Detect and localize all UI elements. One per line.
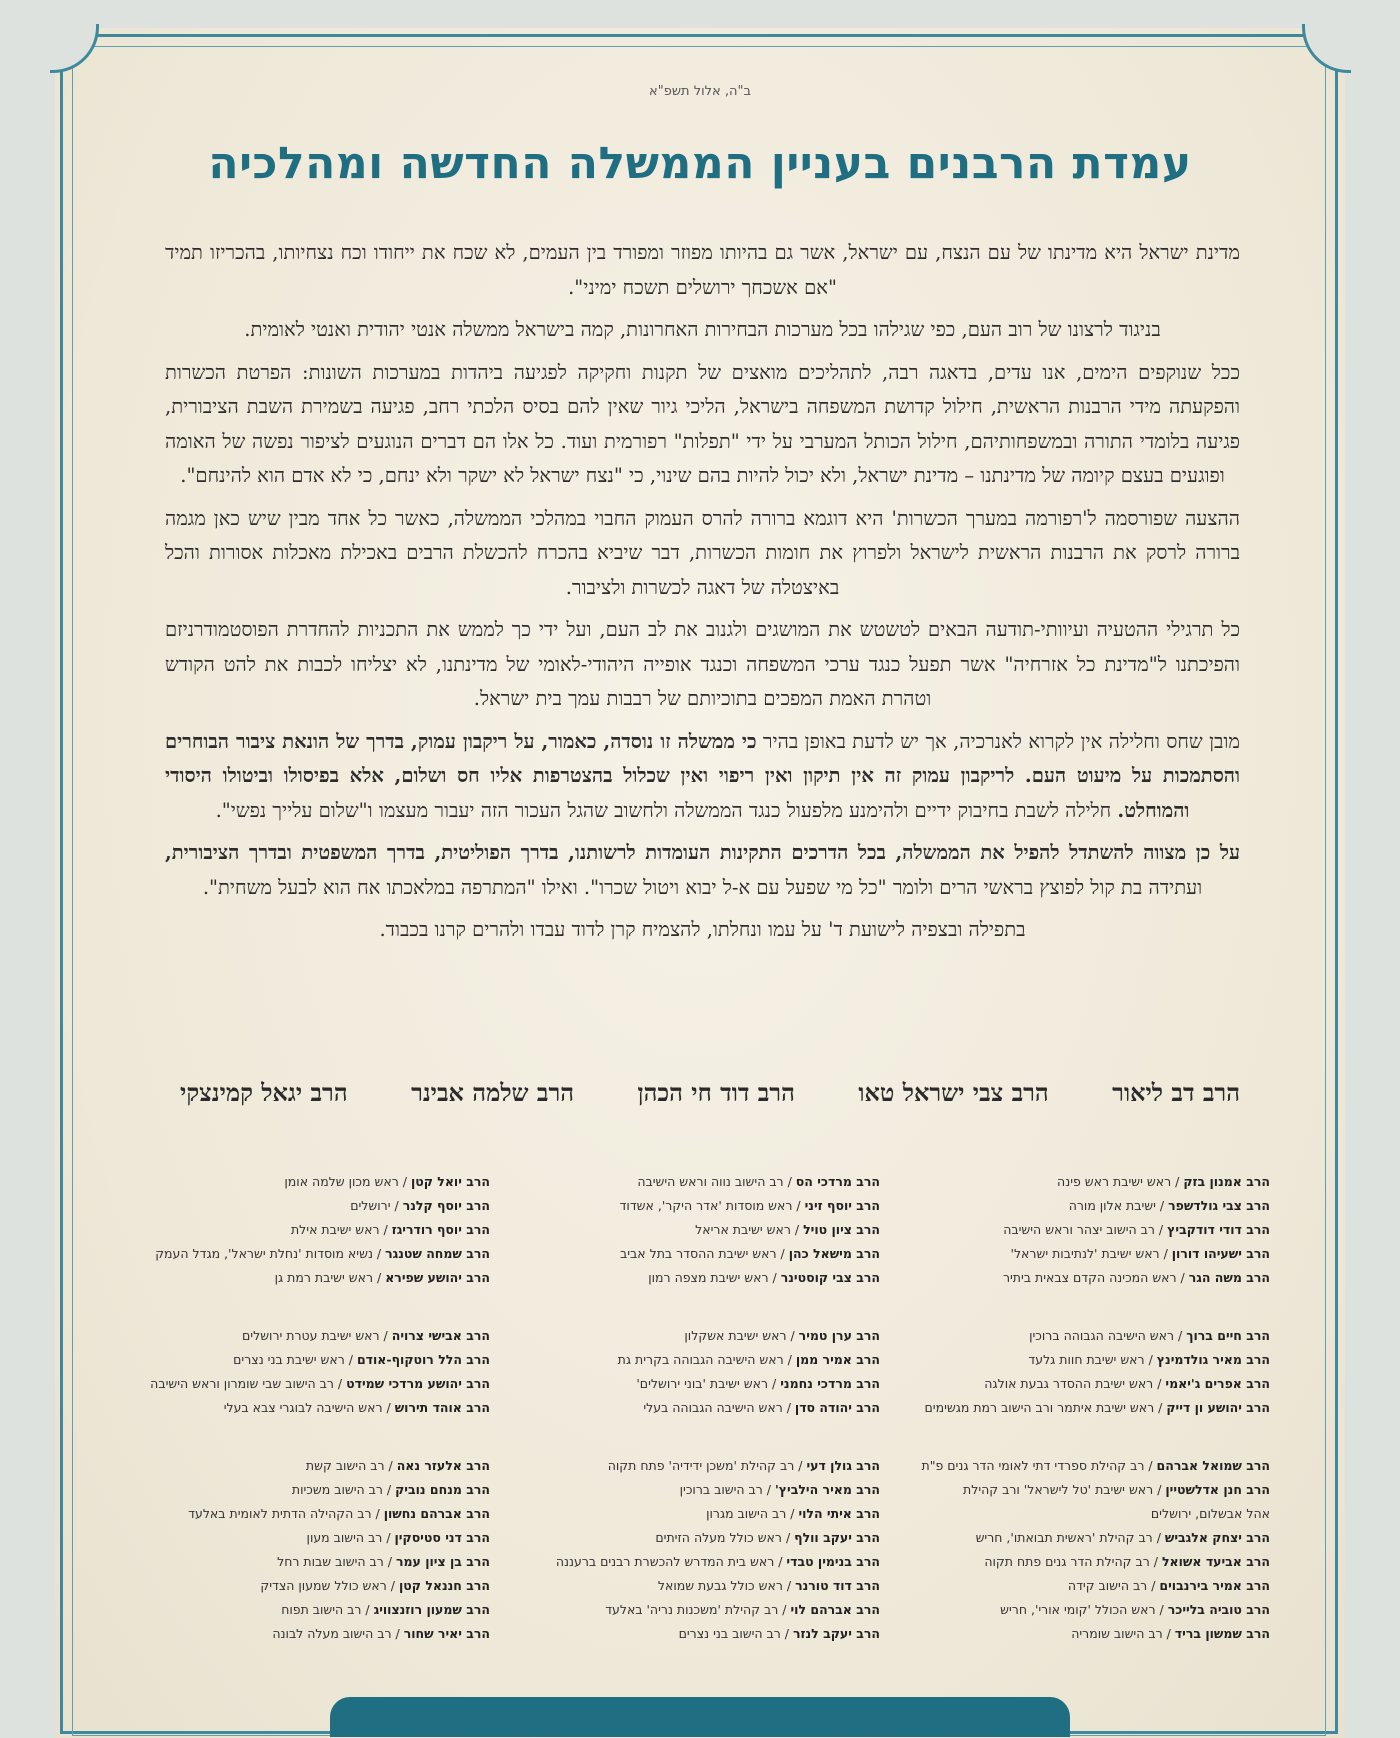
paragraph-bold-text: על כן מצווה להשתדל להפיל את הממשלה, בכל הדרכים התקינות העומדות לרשותנו, בדרך הפוליטית, בדרך המשפטית ובדרך הציבורית, bbox=[165, 841, 1240, 864]
signatory-role: / ראש הישיבה לבוגרי צבא בעלי bbox=[223, 1400, 395, 1415]
signatory-entry bbox=[520, 1526, 880, 1550]
signatory-entry bbox=[130, 1194, 490, 1218]
signatory-name: הרב יוסף קלנר bbox=[402, 1198, 490, 1213]
signatory-name: הרב בנימין טבדי bbox=[786, 1554, 880, 1569]
signatory-entry bbox=[520, 1242, 880, 1266]
signatory-role: / רב הישוב בני נצרים bbox=[678, 1626, 793, 1641]
signatory-entry bbox=[130, 1396, 490, 1420]
main-signatory: הרב דב ליאור bbox=[1112, 1078, 1240, 1107]
signatory-role: / ראש בית המדרש להכשרת רבנים ברעננה bbox=[555, 1554, 787, 1569]
signatory-column bbox=[520, 1170, 880, 1680]
paragraph: בניגוד לרצונו של רוב העם, כפי שגילהו בכל מערכות הבחירות האחרונות, קמה בישראל ממשלה אנטי יהודית ואנטי לאומית. bbox=[244, 318, 1161, 341]
signatory-entry bbox=[520, 1574, 880, 1598]
signatory-role: / רב הישוב שומריה bbox=[1071, 1626, 1175, 1641]
signatory-role: / רב קהילת הדר גנים פתח תקוה bbox=[984, 1554, 1162, 1569]
signatory-entry bbox=[910, 1324, 1270, 1348]
closing-line: בתפילה ובצפיה לישועת ד' על עמו ונחלתו, להצמיח קרן לדוד עבדו ולהרים קרנו בכבוד. bbox=[379, 918, 1026, 941]
paragraph: ככל שנוקפים הימים, אנו עדים, בדאגה רבה, לתהליכים מואצים של תקנות וחקיקה לפגיעה ביהדות במערכות השונות: הפרטת הכשרות והפקעתה מידי הרבנות הראשית, חילול קדושת המשפחה בישראל, הליכי גיור שאין להם בסיס הלכתי רחב, פגיעה בשמירת השבת הציבורית, פגיעה בלומדי התורה ובמשפחותיהם, חילול הכותל המערבי על ידי "תפלות" רפורמית ועוד. כל אלו הם דברים הנוגעים לציפור נפשה של האומה ופוגעים בעצם קיומה של מדינתנו – מדינת ישראל, ולא יכול להיות בהם שינוי, כי "נצח ישראל לא ישקר ולא ינחם, כי לא אדם הוא להינחם". bbox=[165, 360, 1240, 487]
signatory-role: / ראש כולל גבעת שמואל bbox=[657, 1578, 796, 1593]
signatory-entry bbox=[130, 1324, 490, 1348]
signatory-entry bbox=[130, 1502, 490, 1526]
signatory-role: / רב הישוב שבי שומרון וראש הישיבה bbox=[150, 1376, 347, 1391]
signatory-entry bbox=[520, 1396, 880, 1420]
main-signatories bbox=[180, 1078, 1240, 1108]
signatory-name: הרב אברהם נחשון bbox=[383, 1506, 490, 1521]
signatory-group bbox=[130, 1170, 490, 1290]
signatory-role: / ראש ישיבת 'טל לישראל' ורב קהילת bbox=[963, 1482, 1166, 1497]
signatory-entry bbox=[910, 1598, 1270, 1622]
paragraph: כל תרגילי ההטעיה ועיוותי-תודעה הבאים לטשטש את המושגים ולגנוב את לב העם, ועל ידי כך לממש את התכניות להחדרת הפוסטמודרניזם והפיכתנו ל"מדינת כל אזרחיה" אשר תפעל כנגד ערכי המשפחה וכנגד אופייה היהודי-לאומי של מדינתנו, לא יצליחו לכבות את להט הקודש וטהרת האמת המפכים בתוכיותם של רבבות עמך בית ישראל. bbox=[165, 618, 1241, 710]
signatory-entry bbox=[520, 1502, 880, 1526]
signatory-name: הרב חיים ברוך bbox=[1186, 1328, 1270, 1343]
signatory-name: הרב מנחם נוביק bbox=[395, 1482, 490, 1497]
signatory-group bbox=[130, 1454, 490, 1646]
signatory-role: / ראש הישיבה הגבוהה בקרית גת bbox=[617, 1352, 796, 1367]
signatory-name: הרב משה הגר bbox=[1188, 1270, 1270, 1285]
signatory-name: הרב אמנון בזק bbox=[1183, 1174, 1270, 1189]
signatory-role: / ראש ישיבת חוות גלעד bbox=[1028, 1352, 1157, 1367]
main-signatory: הרב שלמה אבינר bbox=[411, 1078, 575, 1107]
signatory-role: / נשיא מוסדות 'נחלת ישראל', מגדל העמק bbox=[155, 1246, 386, 1261]
signatory-name: הרב אלעזר נאה bbox=[396, 1458, 490, 1473]
signatory-name: הרב אמיר בירנבוים bbox=[1159, 1578, 1270, 1593]
signatory-name: הרב יהודה סדן bbox=[794, 1400, 880, 1415]
signatory-role: / רב הישוב קשת bbox=[305, 1458, 397, 1473]
signatory-role: / ראש ישיבת מצפה רמון bbox=[648, 1270, 781, 1285]
signatory-name: הרב חנן אדלשטיין bbox=[1165, 1482, 1270, 1497]
signatory-entry bbox=[910, 1550, 1270, 1574]
signatory-role: / רב הישוב משכיות bbox=[291, 1482, 396, 1497]
signatory-role: / רב הקהילה הדתית לאומית באלעד bbox=[188, 1506, 384, 1521]
signatory-entry bbox=[130, 1526, 490, 1550]
signatory-role: / ראש כולל מעלה הזיתים bbox=[655, 1530, 795, 1545]
paragraph-text: חלילה לשבת בחיבוק ידיים ולהימנע מלפעול כנגד הממשלה ולחשוב שהגל העכור הזה יעבור מעצמו ו"שלום עלייך נפשי". bbox=[215, 798, 1118, 822]
signatory-role: / ירושלים bbox=[350, 1198, 403, 1213]
signatory-entry bbox=[130, 1242, 490, 1266]
signatory-entry bbox=[520, 1478, 880, 1502]
signatory-name: הרב שמשון בריד bbox=[1174, 1626, 1270, 1641]
signatory-entry bbox=[520, 1454, 880, 1478]
signatory-role: / רב קהילת 'משכנות נריה' באלעד bbox=[605, 1602, 791, 1617]
signatory-role: / ישיבת אלון מורה bbox=[1068, 1198, 1169, 1213]
signatory-role: / ראש ישיבת איתמר ורב הישוב רמת מגשימים bbox=[924, 1400, 1167, 1415]
signatory-entry bbox=[130, 1598, 490, 1622]
paragraph-text: מובן שחס וחלילה אין לקרוא לאנרכיה, אך יש לדעת באופן בהיר bbox=[756, 729, 1240, 753]
signatory-name: הרב טוביה בלייכר bbox=[1167, 1602, 1270, 1617]
signatory-role: / רב הישוב קידה bbox=[1067, 1578, 1160, 1593]
signatory-role: / ראש הישיבה הגבוהה בעלי bbox=[643, 1400, 795, 1415]
signatory-name: הרב הלל רוטקוף-אודם bbox=[356, 1352, 490, 1367]
signatory-role: / ראש ישיבת בני נצרים bbox=[233, 1352, 357, 1367]
signatory-name: הרב איתי הלוי bbox=[798, 1506, 880, 1521]
signatory-role: / ראש ישיבת אריאל bbox=[695, 1222, 804, 1237]
signatory-name: הרב יוסף זיני bbox=[804, 1198, 880, 1213]
signatory-entry bbox=[910, 1574, 1270, 1598]
paragraph: מדינת ישראל היא מדינתו של עם הנצח, עם ישראל, אשר גם בהיותו מפוזר ומפורד בין העמים, לא שכח את ייחודו וכח נצחיותו, בהכריזו תמיד "אם אשכחך ירושלים תשכח ימיני". bbox=[165, 241, 1240, 299]
signatory-group bbox=[910, 1170, 1270, 1290]
signatory-entry bbox=[910, 1194, 1270, 1218]
signatory-entry bbox=[910, 1454, 1270, 1478]
signatory-entry bbox=[520, 1194, 880, 1218]
signatory-entry bbox=[130, 1622, 490, 1646]
signatory-name: הרב דוד טורנר bbox=[795, 1578, 880, 1593]
signatory-name: הרב יאיר שחור bbox=[403, 1626, 490, 1641]
signatory-column bbox=[130, 1170, 490, 1680]
signatory-group bbox=[520, 1454, 880, 1646]
bottom-banner bbox=[330, 1697, 1070, 1737]
signatory-role: / ראש ישיבת עטרת ירושלים bbox=[242, 1328, 392, 1343]
signatory-entry bbox=[910, 1526, 1270, 1550]
signatory-entry bbox=[130, 1266, 490, 1290]
signatory-name: הרב ציון טויל bbox=[803, 1222, 880, 1237]
signatory-name: הרב אביעד אשואל bbox=[1161, 1554, 1270, 1569]
paragraph bbox=[165, 725, 1240, 829]
signatory-entry bbox=[520, 1324, 880, 1348]
signatory-name: הרב מישאל כהן bbox=[788, 1246, 880, 1261]
signatory-role: / ראש ישיבת ראש פינה bbox=[1057, 1174, 1184, 1189]
signatory-entry bbox=[910, 1170, 1270, 1194]
main-signatory: הרב יגאל קמינצקי bbox=[180, 1078, 348, 1107]
signatory-name: הרב שמואל אברהם bbox=[1156, 1458, 1270, 1473]
signatory-entry bbox=[130, 1550, 490, 1574]
signatory-role: / רב הישוב ברוכין bbox=[679, 1482, 775, 1497]
signatory-name: הרב ערן טמיר bbox=[798, 1328, 880, 1343]
signatory-role: / רב הישוב מגרון bbox=[706, 1506, 799, 1521]
signatory-name: הרב מאיר גולדמינץ bbox=[1156, 1352, 1270, 1367]
signatory-entry bbox=[130, 1478, 490, 1502]
signatory-name: הרב שמחה שטנגר bbox=[385, 1246, 490, 1261]
signatory-entry bbox=[520, 1372, 880, 1396]
signatory-name: הרב דני סטיסקין bbox=[394, 1530, 490, 1545]
signatory-role: / ראש ישיבת ההסדר גבעת אולגה bbox=[984, 1376, 1166, 1391]
signatory-name: הרב שמעון רוזנצוויג bbox=[373, 1602, 490, 1617]
signatory-entry bbox=[910, 1218, 1270, 1242]
paragraph-text: ועתידה בת קול לפוצץ בראשי הרים ולומר "כל מי שפעל עם א-ל יבוא ויטול שכרו". ואילו "המתרפה במלאכתו אח הוא לבעל משחית". bbox=[202, 875, 1203, 899]
signatory-name: הרב יהושע מרדכי שמידט bbox=[346, 1376, 490, 1391]
signatory-group bbox=[910, 1454, 1270, 1646]
signatory-name: הרב מרדכי נחמני bbox=[780, 1376, 880, 1391]
signatory-entry bbox=[130, 1574, 490, 1598]
signatory-name: הרב מאיר הילביץ' bbox=[774, 1482, 880, 1497]
hebrew-date: ב"ה, אלול תשפ"א bbox=[649, 84, 751, 99]
signatory-entry bbox=[910, 1266, 1270, 1290]
signatory-entry bbox=[910, 1348, 1270, 1372]
signatory-role: / ראש הישיבה הגבוהה ברוכין bbox=[1029, 1328, 1187, 1343]
signatory-entry bbox=[910, 1622, 1270, 1646]
signatory-entry bbox=[910, 1478, 1270, 1502]
signatory-entry bbox=[520, 1218, 880, 1242]
signatory-role: / ראש מוסדות 'אדר היקר', אשדוד bbox=[619, 1198, 805, 1213]
signatory-name: הרב אברהם לוי bbox=[790, 1602, 880, 1617]
signatory-entry bbox=[910, 1372, 1270, 1396]
signatory-name: הרב אפרים ג'יאמי bbox=[1165, 1376, 1270, 1391]
signatory-entry bbox=[520, 1266, 880, 1290]
signatory-entry bbox=[520, 1348, 880, 1372]
signatory-entry bbox=[910, 1502, 1270, 1526]
signatory-role: / ראש ישיבת רמת גן bbox=[274, 1270, 386, 1285]
signatory-role: / ראש ישיבת ההסדר בתל אביב bbox=[620, 1246, 789, 1261]
signatory-name: הרב יהושע שפירא bbox=[385, 1270, 490, 1285]
signatory-name: הרב יהושע ון דייק bbox=[1166, 1400, 1270, 1415]
signatory-role: / רב הישוב יצהר וראש הישיבה bbox=[1003, 1222, 1168, 1237]
paragraph bbox=[165, 836, 1240, 905]
signatory-entry bbox=[130, 1454, 490, 1478]
signatory-role: / רב הישוב מעון bbox=[306, 1530, 395, 1545]
signatory-role: / רב הישוב שבות רחל bbox=[277, 1554, 396, 1569]
signatory-name: הרב יואל קטן bbox=[410, 1174, 490, 1189]
main-signatory: הרב דוד חי הכהן bbox=[637, 1078, 795, 1107]
document-title: עמדת הרבנים בעניין הממשלה החדשה ומהלכיה bbox=[208, 138, 1192, 189]
signatory-role: / ראש ישיבת 'לנתיבות ישראל' bbox=[1010, 1246, 1172, 1261]
signatory-name: הרב דודי דודקביץ bbox=[1167, 1222, 1270, 1237]
main-signatory: הרב צבי ישראל טאו bbox=[858, 1078, 1049, 1107]
signatory-role: / ראש ישיבת 'בוני ירושלים' bbox=[636, 1376, 781, 1391]
signatory-group bbox=[130, 1324, 490, 1420]
signatory-columns bbox=[130, 1170, 1270, 1680]
signatory-group bbox=[520, 1170, 880, 1290]
statement-body bbox=[165, 236, 1240, 956]
signatory-entry bbox=[910, 1242, 1270, 1266]
signatory-role: / רב הישוב תפוח bbox=[281, 1602, 374, 1617]
signatory-role: / רב הישוב נווה וראש הישיבה bbox=[637, 1174, 796, 1189]
signatory-role: / ראש ישיבת אילת bbox=[290, 1222, 392, 1237]
signatory-name: הרב צבי גולדשפר bbox=[1168, 1198, 1270, 1213]
signatory-name: הרב אמיר ממן bbox=[795, 1352, 880, 1367]
signatory-entry bbox=[520, 1622, 880, 1646]
signatory-name: הרב יצחק אלגביש bbox=[1164, 1530, 1270, 1545]
signatory-name: הרב בן ציון עמר bbox=[395, 1554, 490, 1569]
signatory-name: הרב אבישי צרויה bbox=[391, 1328, 490, 1343]
signatory-role: / ראש ישיבת אשקלון bbox=[684, 1328, 799, 1343]
signatory-role: / רב הישוב מעלה לבונה bbox=[272, 1626, 404, 1641]
signatory-entry bbox=[520, 1598, 880, 1622]
signatory-role: / ראש כולל שמעון הצדיק bbox=[260, 1578, 399, 1593]
signatory-role: / ראש הכולל 'קומי אורי', חריש bbox=[1000, 1602, 1168, 1617]
signatory-entry bbox=[130, 1348, 490, 1372]
signatory-name: הרב מרדכי הס bbox=[795, 1174, 880, 1189]
signatory-entry bbox=[130, 1170, 490, 1194]
signatory-role: / רב קהילת 'משכן ידידיה' פתח תקוה bbox=[607, 1458, 807, 1473]
signatory-group bbox=[520, 1324, 880, 1420]
signatory-column bbox=[910, 1170, 1270, 1680]
signatory-name: הרב חננאל קטן bbox=[398, 1578, 490, 1593]
signatory-name: הרב גולן דעי bbox=[806, 1458, 880, 1473]
paragraph: ההצעה שפורסמה ל'רפורמה במערך הכשרות' היא דוגמא ברורה להרס העמוק החבוי במהלכי הממשלה, כאשר כל אחד מבין שיש כאן מגמה ברורה לרסק את הרבנות הראשית לישראל ולפרוץ את חומות הכשרות, דבר שיביא בהכרח להכשלת הרבים באכילת מאכלות אסורות והכל באיצטלה של דאגה לכשרות ולציבור. bbox=[165, 506, 1240, 599]
signatory-name: הרב אוהד תירוש bbox=[394, 1400, 490, 1415]
signatory-name: הרב צבי קוסטינר bbox=[780, 1270, 880, 1285]
signatory-entry bbox=[130, 1372, 490, 1396]
signatory-entry bbox=[520, 1170, 880, 1194]
signatory-name: הרב יעקב לנזר bbox=[792, 1626, 880, 1641]
signatory-role: / רב קהילת ספרדי דתי לאומי הדר גנים פ"ת bbox=[921, 1458, 1157, 1473]
signatory-role: / ראש המכינה הקדם צבאית ביתיר bbox=[1002, 1270, 1189, 1285]
paragraph-bold-text: כי ממשלה זו נוסדה, כאמור, על ריקבון עמוק, בדרך של הונאת ציבור הבוחרים והסתמכות על מיעוט העם. לריקבון עמוק זה אין תיקון ואין ריפוי ואין שכלול בהצטרפות אליו חס ושלום, אלא בפיסולו וביטולו היסודי והמוחלט. bbox=[165, 729, 1240, 822]
signatory-role: / רב קהילת 'ראשית תבואתו', חריש bbox=[975, 1530, 1165, 1545]
signatory-entry bbox=[130, 1218, 490, 1242]
signatory-entry bbox=[520, 1550, 880, 1574]
signatory-entry bbox=[910, 1396, 1270, 1420]
signatory-role: / ראש מכון שלמה אומן bbox=[284, 1174, 411, 1189]
signatory-name: הרב יוסף רודריגז bbox=[391, 1222, 490, 1237]
signatory-name: הרב יעקב וולף bbox=[794, 1530, 880, 1545]
signatory-role: אהל אבשלום, ירושלים bbox=[1150, 1506, 1270, 1521]
signatory-group bbox=[910, 1324, 1270, 1420]
signatory-name: הרב ישעיהו דורון bbox=[1171, 1246, 1270, 1261]
